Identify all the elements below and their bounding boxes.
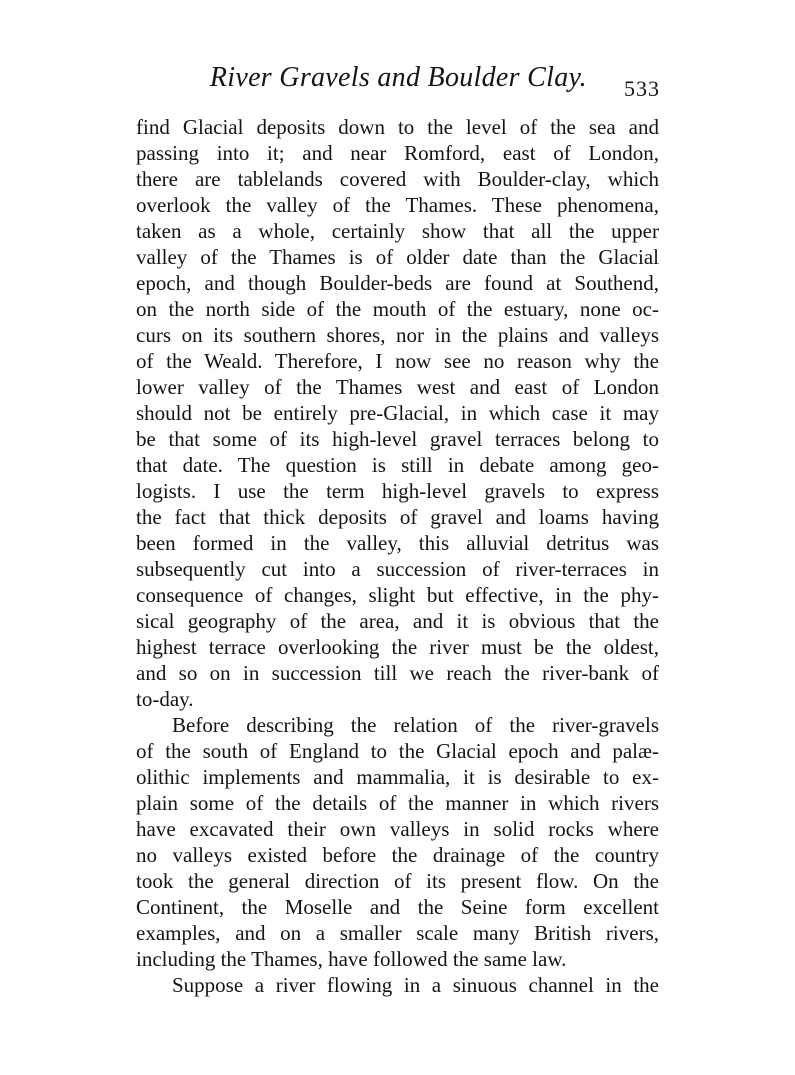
text-line: to-day. — [136, 687, 194, 711]
text-line: of the Weald. Therefore, I now see no reason why the — [136, 349, 659, 373]
paragraph-1 — [136, 114, 659, 712]
text-line: lower valley of the Thames west and east of London — [136, 375, 659, 399]
text-line: that date. The question is still in debate among geo- — [136, 453, 659, 477]
text-line: consequence of changes, slight but effective, in the phy- — [136, 583, 659, 607]
text-line: logists. I use the term high-level gravels to express — [136, 479, 659, 503]
text-line: taken as a whole, certainly show that all the upper — [136, 219, 659, 243]
text-line: on the north side of the mouth of the estuary, none oc- — [136, 297, 659, 321]
body-text — [136, 114, 659, 998]
text-line: including the Thames, have followed the same law. — [136, 947, 567, 971]
text-line: no valleys existed before the drainage of the country — [136, 843, 659, 867]
text-line: Suppose a river flowing in a sinuous channel in the — [172, 973, 659, 997]
text-line: plain some of the details of the manner in which rivers — [136, 791, 659, 815]
text-line: overlook the valley of the Thames. These phenomena, — [136, 193, 659, 217]
text-line: olithic implements and mammalia, it is desirable to ex- — [136, 765, 659, 789]
text-line: Continent, the Moselle and the Seine form excellent — [136, 895, 659, 919]
text-line: find Glacial deposits down to the level of the sea and — [136, 115, 659, 139]
text-line: and so on in succession till we reach the river-bank of — [136, 661, 659, 685]
text-line: Before describing the relation of the river-gravels — [172, 713, 659, 737]
text-line: sical geography of the area, and it is obvious that the — [136, 609, 659, 633]
text-line: examples, and on a smaller scale many British rivers, — [136, 921, 659, 945]
text-line: curs on its southern shores, nor in the plains and valleys — [136, 323, 659, 347]
paragraph-2 — [136, 712, 659, 972]
text-line: should not be entirely pre-Glacial, in which case it may — [136, 401, 659, 425]
text-line: of the south of England to the Glacial epoch and palæ- — [136, 739, 659, 763]
text-line: be that some of its high-level gravel terraces belong to — [136, 427, 659, 451]
running-title: River Gravels and Boulder Clay. — [209, 62, 587, 93]
text-line: epoch, and though Boulder-beds are found at Southend, — [136, 271, 659, 295]
paragraph-3 — [136, 972, 659, 998]
text-line: passing into it; and near Romford, east of London, — [136, 141, 659, 165]
text-line: there are tablelands covered with Boulder-clay, which — [136, 167, 659, 191]
text-line: subsequently cut into a succession of river-terraces in — [136, 557, 659, 581]
page-number: 533 — [624, 76, 660, 101]
text-line: the fact that thick deposits of gravel and loams having — [136, 505, 659, 529]
text-line: have excavated their own valleys in solid rocks where — [136, 817, 659, 841]
text-line: took the general direction of its present flow. On the — [136, 869, 659, 893]
text-line: been formed in the valley, this alluvial detritus was — [136, 531, 659, 555]
text-line: highest terrace overlooking the river must be the oldest, — [136, 635, 659, 659]
running-head — [0, 62, 795, 102]
text-line: valley of the Thames is of older date than the Glacial — [136, 245, 659, 269]
